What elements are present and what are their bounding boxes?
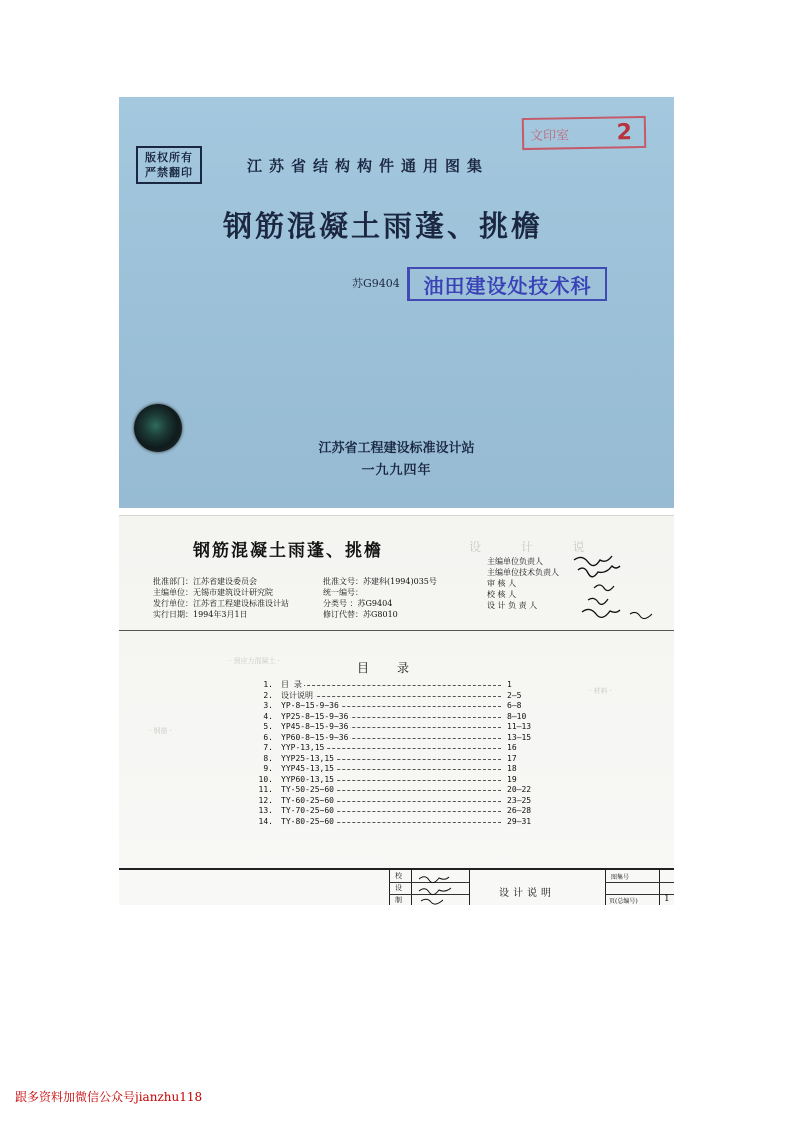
tb-row-label: 制 xyxy=(395,896,402,904)
toc-name: TY-60-25~60 xyxy=(281,795,334,805)
page-label: 页(总编号) xyxy=(609,898,638,905)
meta-value: 苏建科(1994)035号 xyxy=(363,577,437,586)
toc-item xyxy=(257,680,557,691)
toc-name: YP60-8~15-9~36 xyxy=(281,732,349,742)
meta-row xyxy=(153,576,257,587)
toc-page: 11—13 xyxy=(507,722,532,731)
atlas-code: 苏G9404 xyxy=(352,277,400,290)
toc-name: TY-50-25~60 xyxy=(281,785,334,794)
toc-item xyxy=(257,701,557,712)
tb-divider xyxy=(469,870,470,905)
handwritten-signatures xyxy=(564,552,664,632)
meta-row xyxy=(153,598,289,609)
toc-page: 20—22 xyxy=(507,785,532,794)
red-stamp-label: 文印室 xyxy=(529,127,570,144)
toc-num: 5. xyxy=(263,722,273,731)
toc-num: 1. xyxy=(263,680,273,689)
tb-divider xyxy=(605,870,606,905)
title-block xyxy=(119,868,674,905)
toc-page: 18 xyxy=(507,764,517,773)
bleed-through-text: · 预应力混凝土 · xyxy=(229,657,280,665)
meta-value: 江苏省工程建设标准设计站 xyxy=(193,599,289,608)
toc-item xyxy=(257,796,557,807)
department-stamp: 油田建设处技术科 xyxy=(407,267,607,301)
toc-name: YYP60-13,15 xyxy=(281,774,334,784)
titleblock-signatures xyxy=(415,871,467,905)
red-stamp-number: 2 xyxy=(616,119,633,145)
bleed-through-text: · 钢筋 · xyxy=(149,727,172,735)
responsible-role: 校 核 人 xyxy=(487,590,517,599)
meta-row xyxy=(323,598,392,609)
meta-row xyxy=(323,609,398,620)
tb-row-label: 设 xyxy=(395,884,402,892)
toc-page: 1 xyxy=(507,680,512,689)
toc-page: 6—8 xyxy=(507,701,522,710)
responsible-role: 主编单位技术负责人 xyxy=(487,568,559,577)
meta-key: 批准部门： xyxy=(153,577,193,586)
toc-item xyxy=(257,817,557,828)
toc-item xyxy=(257,785,557,796)
toc-num: 3. xyxy=(263,701,273,710)
toc-name: 目 录 xyxy=(281,680,302,689)
publish-year: 一九九四年 xyxy=(361,463,432,478)
toc-num: 12. xyxy=(258,795,273,805)
bleed-through-text: · 材料 · xyxy=(589,687,612,695)
meta-value: 无锡市建筑设计研究院 xyxy=(193,588,273,597)
meta-row xyxy=(153,609,248,620)
meta-key: 统一编号： xyxy=(323,588,363,597)
responsible-list xyxy=(487,556,559,611)
tb-divider xyxy=(659,870,660,905)
responsible-role: 主编单位负责人 xyxy=(487,557,543,566)
toc-page: 23—25 xyxy=(507,795,532,805)
toc-num: 2. xyxy=(263,690,273,700)
toc-num: 10. xyxy=(258,774,273,784)
meta-value: 1994年3月1日 xyxy=(193,610,248,619)
toc-num: 9. xyxy=(263,764,273,773)
meta-key: 主编单位： xyxy=(153,588,193,597)
sheet-title: 钢筋混凝土雨蓬、挑檐 xyxy=(193,541,383,561)
toc-item xyxy=(257,743,557,754)
toc-name: TY-80-25~60 xyxy=(281,816,334,826)
toc-page: 19 xyxy=(507,774,517,784)
toc-num: 4. xyxy=(263,711,273,721)
toc-name: YYP45-13,15 xyxy=(281,764,334,773)
tb-row-label: 校 xyxy=(395,872,402,880)
toc-page: 2—5 xyxy=(507,690,522,700)
tb-rule xyxy=(605,882,674,883)
meta-key: 分类号 ： xyxy=(323,599,358,608)
toc-item xyxy=(257,764,557,775)
toc-name: YP45-8~15-9~36 xyxy=(281,722,349,731)
meta-row xyxy=(323,587,363,598)
toc-name: TY-70-25~60 xyxy=(281,806,334,815)
meta-key: 实行日期： xyxy=(153,610,193,619)
meta-value: 苏G8010 xyxy=(363,610,398,619)
toc-page: 13—15 xyxy=(507,732,532,742)
cover-image xyxy=(119,97,674,508)
toc-num: 11. xyxy=(258,785,273,794)
info-sheet xyxy=(119,515,674,905)
copyright-line-1: 版权所有 xyxy=(145,151,193,164)
cover-title: 钢筋混凝土雨蓬、挑檐 xyxy=(223,209,544,243)
footer-note: 跟多资料加微信公众号jianzhu118 xyxy=(15,1090,203,1104)
toc-name: YYP25-13,15 xyxy=(281,753,334,763)
table-of-contents xyxy=(257,680,557,827)
toc-title: 目录 xyxy=(357,661,438,675)
toc-num: 7. xyxy=(263,743,273,752)
responsible-role: 审 核 人 xyxy=(487,579,517,588)
toc-name: YP-8~15-9~36 xyxy=(281,701,339,710)
toc-page: 26—28 xyxy=(507,806,532,815)
red-stamp xyxy=(522,116,647,150)
toc-item xyxy=(257,754,557,765)
toc-page: 29—31 xyxy=(507,816,532,826)
toc-num: 13. xyxy=(258,806,273,815)
copyright-line-2: 严禁翻印 xyxy=(145,166,193,179)
toc-num: 14. xyxy=(258,816,273,826)
toc-name: YYP-13,15 xyxy=(281,743,325,752)
toc-num: 8. xyxy=(263,753,273,763)
meta-key: 修订代替： xyxy=(323,610,363,619)
meta-row xyxy=(153,587,273,598)
divider xyxy=(119,630,674,631)
page-value: 1 xyxy=(664,894,670,904)
toc-num: 6. xyxy=(263,732,273,742)
copyright-box xyxy=(136,146,202,184)
toc-item xyxy=(257,775,557,786)
meta-value: 江苏省建设委员会 xyxy=(193,577,257,586)
toc-name: YP25-8~15-9~36 xyxy=(281,711,349,721)
toc-page: 17 xyxy=(507,753,517,763)
toc-page: 8—10 xyxy=(507,711,527,721)
toc-item xyxy=(257,806,557,817)
responsible-role: 设 计 负 责 人 xyxy=(487,601,538,610)
publisher: 江苏省工程建设标准设计站 xyxy=(318,441,475,456)
toc-name: 设计说明 xyxy=(281,690,313,700)
atlas-label: 图集号 xyxy=(611,874,630,881)
meta-key: 批准文号： xyxy=(323,577,363,586)
tb-divider xyxy=(389,870,390,905)
toc-item xyxy=(257,733,557,744)
drawing-name: 设计说明 xyxy=(499,888,555,899)
tb-divider xyxy=(411,870,412,905)
bleed-through-text: 设 计 说 xyxy=(469,540,603,554)
meta-value: 苏G9404 xyxy=(357,599,393,608)
meta-key: 发行单位： xyxy=(153,599,193,608)
toc-item xyxy=(257,691,557,702)
toc-item xyxy=(257,712,557,723)
series-title: 江苏省结构构件通用图集 xyxy=(247,157,490,175)
toc-page: 16 xyxy=(507,743,517,752)
toc-item xyxy=(257,722,557,733)
meta-row xyxy=(323,576,437,587)
